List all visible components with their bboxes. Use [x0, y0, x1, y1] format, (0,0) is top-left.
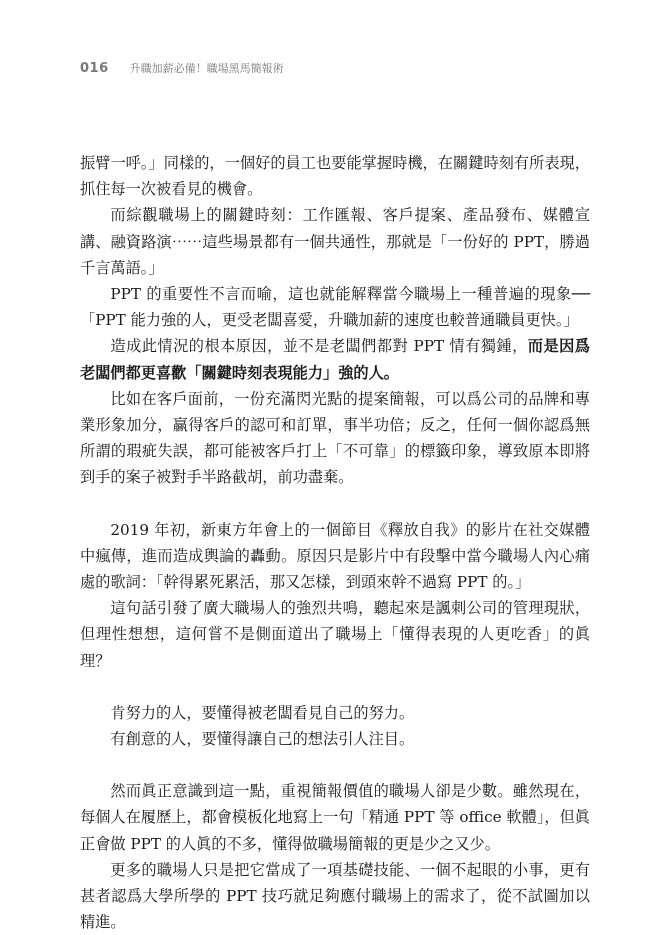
body-text [80, 150, 590, 935]
section-gap [80, 674, 590, 700]
running-title: 升職加薪必備！職場黑馬簡報術 [129, 62, 284, 75]
page-header [80, 60, 284, 76]
paragraph: 更多的職場人只是把它當成了一項基礎技能、一個不起眼的小事，更有甚者認爲大學所學的 PPT 技巧就足夠應付職場上的需求了，從不試圖加以精進。 [80, 860, 590, 932]
emphasis-line: 肯努力的人，要懂得被老闆看見自己的努力。 [110, 703, 415, 722]
paragraph: 而綜觀職場上的關鍵時刻：工作匯報、客戶提案、產品發布、媒體宣講、融資路演⋯⋯這些場景都有一個共通性，那就是「一份好的 PPT，勝過千言萬語。」 [80, 206, 590, 277]
paragraph-text: 造成此情況的根本原因，並不是老闆們都對 PPT 情有獨鍾， [110, 337, 528, 356]
section-gap [80, 752, 590, 778]
section-gap [80, 491, 590, 517]
paragraph: 比如在客戶面前，一份充滿閃光點的提案簡報，可以爲公司的品牌和專業形象加分，贏得客戶的認可和訂單，事半功倍；反之，任何一個你認爲無所謂的瑕疵失誤，都可能被客戶打上「不可靠」的標籤印象，導致原本即將到手的案子被對手半路截胡，前功盡棄。 [80, 389, 590, 487]
paragraph: PPT 的重要性不言而喻，這也就能解釋當今職場上一種普遍的現象──「PPT 能力強的人，更受老闆喜愛，升職加薪的速度也較普通職員更快。」 [80, 285, 590, 330]
page-number: 016 [80, 61, 109, 76]
paragraph: 振臂一呼。」同樣的，一個好的員工也要能掌握時機，在關鍵時刻有所表現，抓住每一次被看見的機會。 [80, 154, 590, 199]
paragraph [80, 333, 590, 385]
paragraph: 這句話引發了廣大職場人的強烈共鳴，聽起來是諷刺公司的管理現狀，但理性想想，這何嘗不是側面道出了職場上「懂得表現的人更吃香」的眞理？ [80, 599, 590, 670]
emphasized-text: 而是因爲老闆們都更喜歡「關鍵時刻表現能力」強的人。 [80, 337, 590, 382]
paragraph: 然而眞正意識到這一點，重視簡報價值的職場人卻是少數。雖然現在，每個人在履歷上，都會模板化地寫上一句「精通 PPT 等 office 軟體」，但眞正會做 PPT 的人眞的不多，懂得做職場簡報的更是少之又少。 [80, 782, 590, 853]
paragraph: 2019 年初，新東方年會上的一個節目《釋放自我》的影片在社交媒體中瘋傳，進而造成輿論的轟動。原因只是影片中有段擊中當今職場人內心痛處的歌詞：「幹得累死累活，那又怎樣，到頭來幹不過寫 PPT 的。」 [80, 520, 590, 592]
emphasis-line: 有創意的人，要懂得讓自己的想法引人注目。 [110, 730, 415, 749]
